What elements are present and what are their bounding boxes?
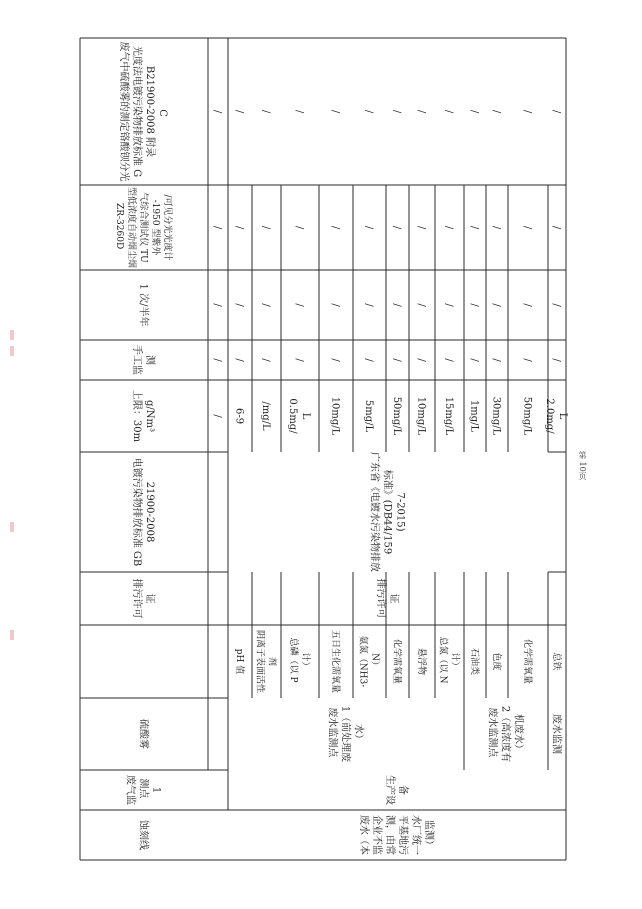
cell-text: /: [260, 109, 271, 114]
cell-text: /: [521, 109, 533, 114]
cell-text: /: [363, 109, 374, 114]
cell-text: /: [293, 225, 305, 230]
cell-text: /: [391, 109, 402, 114]
cell-text: /: [363, 303, 374, 307]
cell-text: /: [443, 225, 454, 230]
cell-text: 15mg/L: [443, 396, 454, 436]
cell-text: 废水（本 企业不监 测，由常 平基地污 水厂统一 监测）: [358, 815, 434, 855]
cell-text: 2.0mg/ L: [544, 398, 568, 434]
cell-text: 总磷（以 P 计）: [287, 637, 310, 686]
cell-text: /: [211, 109, 223, 114]
cell-text: /: [293, 358, 305, 362]
cell-text: /: [443, 109, 454, 114]
cell-text: 废水监测点 1（前处理废 水）: [326, 705, 364, 763]
cell-text: /: [211, 358, 223, 362]
cell-text: 石油类: [468, 647, 479, 676]
cell-text: 氨氮（NH3- N）: [357, 635, 380, 688]
cell-text: 手工监 测: [131, 345, 155, 375]
cell-text: /: [391, 225, 402, 230]
cell-text: 硫酸雾: [137, 719, 149, 749]
cell-text: /: [293, 109, 305, 114]
cell-text: 废水监测点 2（高浓度有 机废水）: [486, 705, 524, 763]
cell-text: 蚀刻线: [137, 820, 149, 850]
cell-text: 10mg/L: [329, 396, 341, 436]
cell-text: /: [521, 225, 533, 230]
cell-text: /: [468, 225, 480, 230]
cell-text: /: [233, 109, 245, 114]
cell-text: 阴离子表面活性 剂: [254, 629, 277, 694]
cell-text: /: [468, 109, 480, 114]
cell-text: /: [260, 358, 271, 362]
cell-text: 1mg/L: [468, 399, 480, 433]
cell-text: /: [391, 303, 402, 307]
cell-text: /: [260, 303, 271, 307]
cell-text: /: [415, 225, 427, 230]
cell-text: 10mg/L: [415, 396, 427, 436]
cell-text: 色度: [490, 652, 501, 671]
cell-text: /: [415, 358, 427, 362]
cell-text: /: [550, 109, 562, 114]
cell-text: 6-9: [233, 407, 245, 425]
cell-text: 排污许可 证: [375, 578, 399, 619]
cell-text: /: [490, 358, 502, 362]
cell-text: 五日生化需氧量: [329, 629, 340, 694]
cell-text: /: [329, 358, 341, 362]
cell-text: /mg/L: [260, 401, 271, 431]
cell-text: /: [521, 358, 533, 362]
cell-text: 0.5mg/ L: [287, 398, 311, 434]
cell-text: 电镀污染物排放标准 GB 21900-2008: [131, 457, 155, 567]
cell-text: 排污许可 证: [131, 578, 155, 619]
cell-text: /: [211, 303, 223, 307]
cell-text: /: [468, 358, 480, 362]
cell-text: /: [233, 225, 245, 230]
cell-text: 废气监 测点 1: [124, 775, 162, 805]
cell-text: /: [329, 109, 341, 114]
cell-text: 化学需氧量: [391, 638, 402, 685]
cell-text: /: [363, 225, 374, 230]
cell-text: 总铁: [550, 652, 561, 671]
cell-text: 50mg/L: [521, 396, 533, 436]
cell-text: /: [443, 358, 454, 362]
cell-text: /: [233, 303, 245, 307]
cell-text: 悬浮物: [415, 647, 426, 676]
cell-text: /: [443, 303, 454, 307]
cell-text: 化学需氧量: [521, 638, 532, 685]
cell-text: /: [490, 225, 502, 230]
cell-text: 生产设 备: [384, 775, 408, 805]
cell-text: 废气中硫酸雾的测定铬酸钡分光 光度法电镀污染物排放标准 G B21900-2008 附录 C: [118, 41, 168, 182]
cell-text: 总氮（以 N 计）: [437, 636, 460, 687]
cell-text: /: [329, 225, 341, 230]
cell-text: pH 值: [233, 648, 244, 675]
cell-text: 1 次/半年: [137, 283, 149, 327]
cell-text: 废水监测: [550, 714, 562, 754]
cell-text: /: [329, 303, 341, 307]
cell-text: /: [391, 358, 402, 362]
cell-text: /: [521, 303, 533, 307]
cell-text: ZR-3260D 型低浓度自动烟尘烟 气综合测试仪 TU -1950 型紫外 /可见分光光度计: [113, 186, 172, 269]
cell-text: 50mg/L: [391, 396, 402, 436]
cell-text: /: [211, 225, 223, 230]
cell-text: 5mg/L: [363, 399, 374, 433]
page-number: 第 10页: [578, 451, 587, 480]
cell-text: /: [468, 303, 480, 307]
cell-text: /: [363, 358, 374, 362]
cell-text: /: [490, 303, 502, 307]
cell-text: /: [211, 414, 223, 418]
cell-text: /: [415, 303, 427, 307]
cell-text: /: [233, 358, 245, 362]
cell-text: /: [293, 303, 305, 307]
cell-text: /: [550, 303, 562, 307]
table-cells: [114, 42, 568, 856]
cell-text: /: [550, 358, 562, 362]
cell-text: /: [550, 225, 562, 230]
cell-text: 30mg/L: [490, 396, 502, 436]
cell-text: 广东省《电镀水污染物排放 标准》(DB44/159 7-2015): [368, 452, 406, 572]
cell-text: 上限：30m g/Nm³: [131, 389, 155, 443]
cell-text: /: [490, 109, 502, 114]
cell-text: /: [260, 225, 271, 230]
cell-text: /: [415, 109, 427, 114]
